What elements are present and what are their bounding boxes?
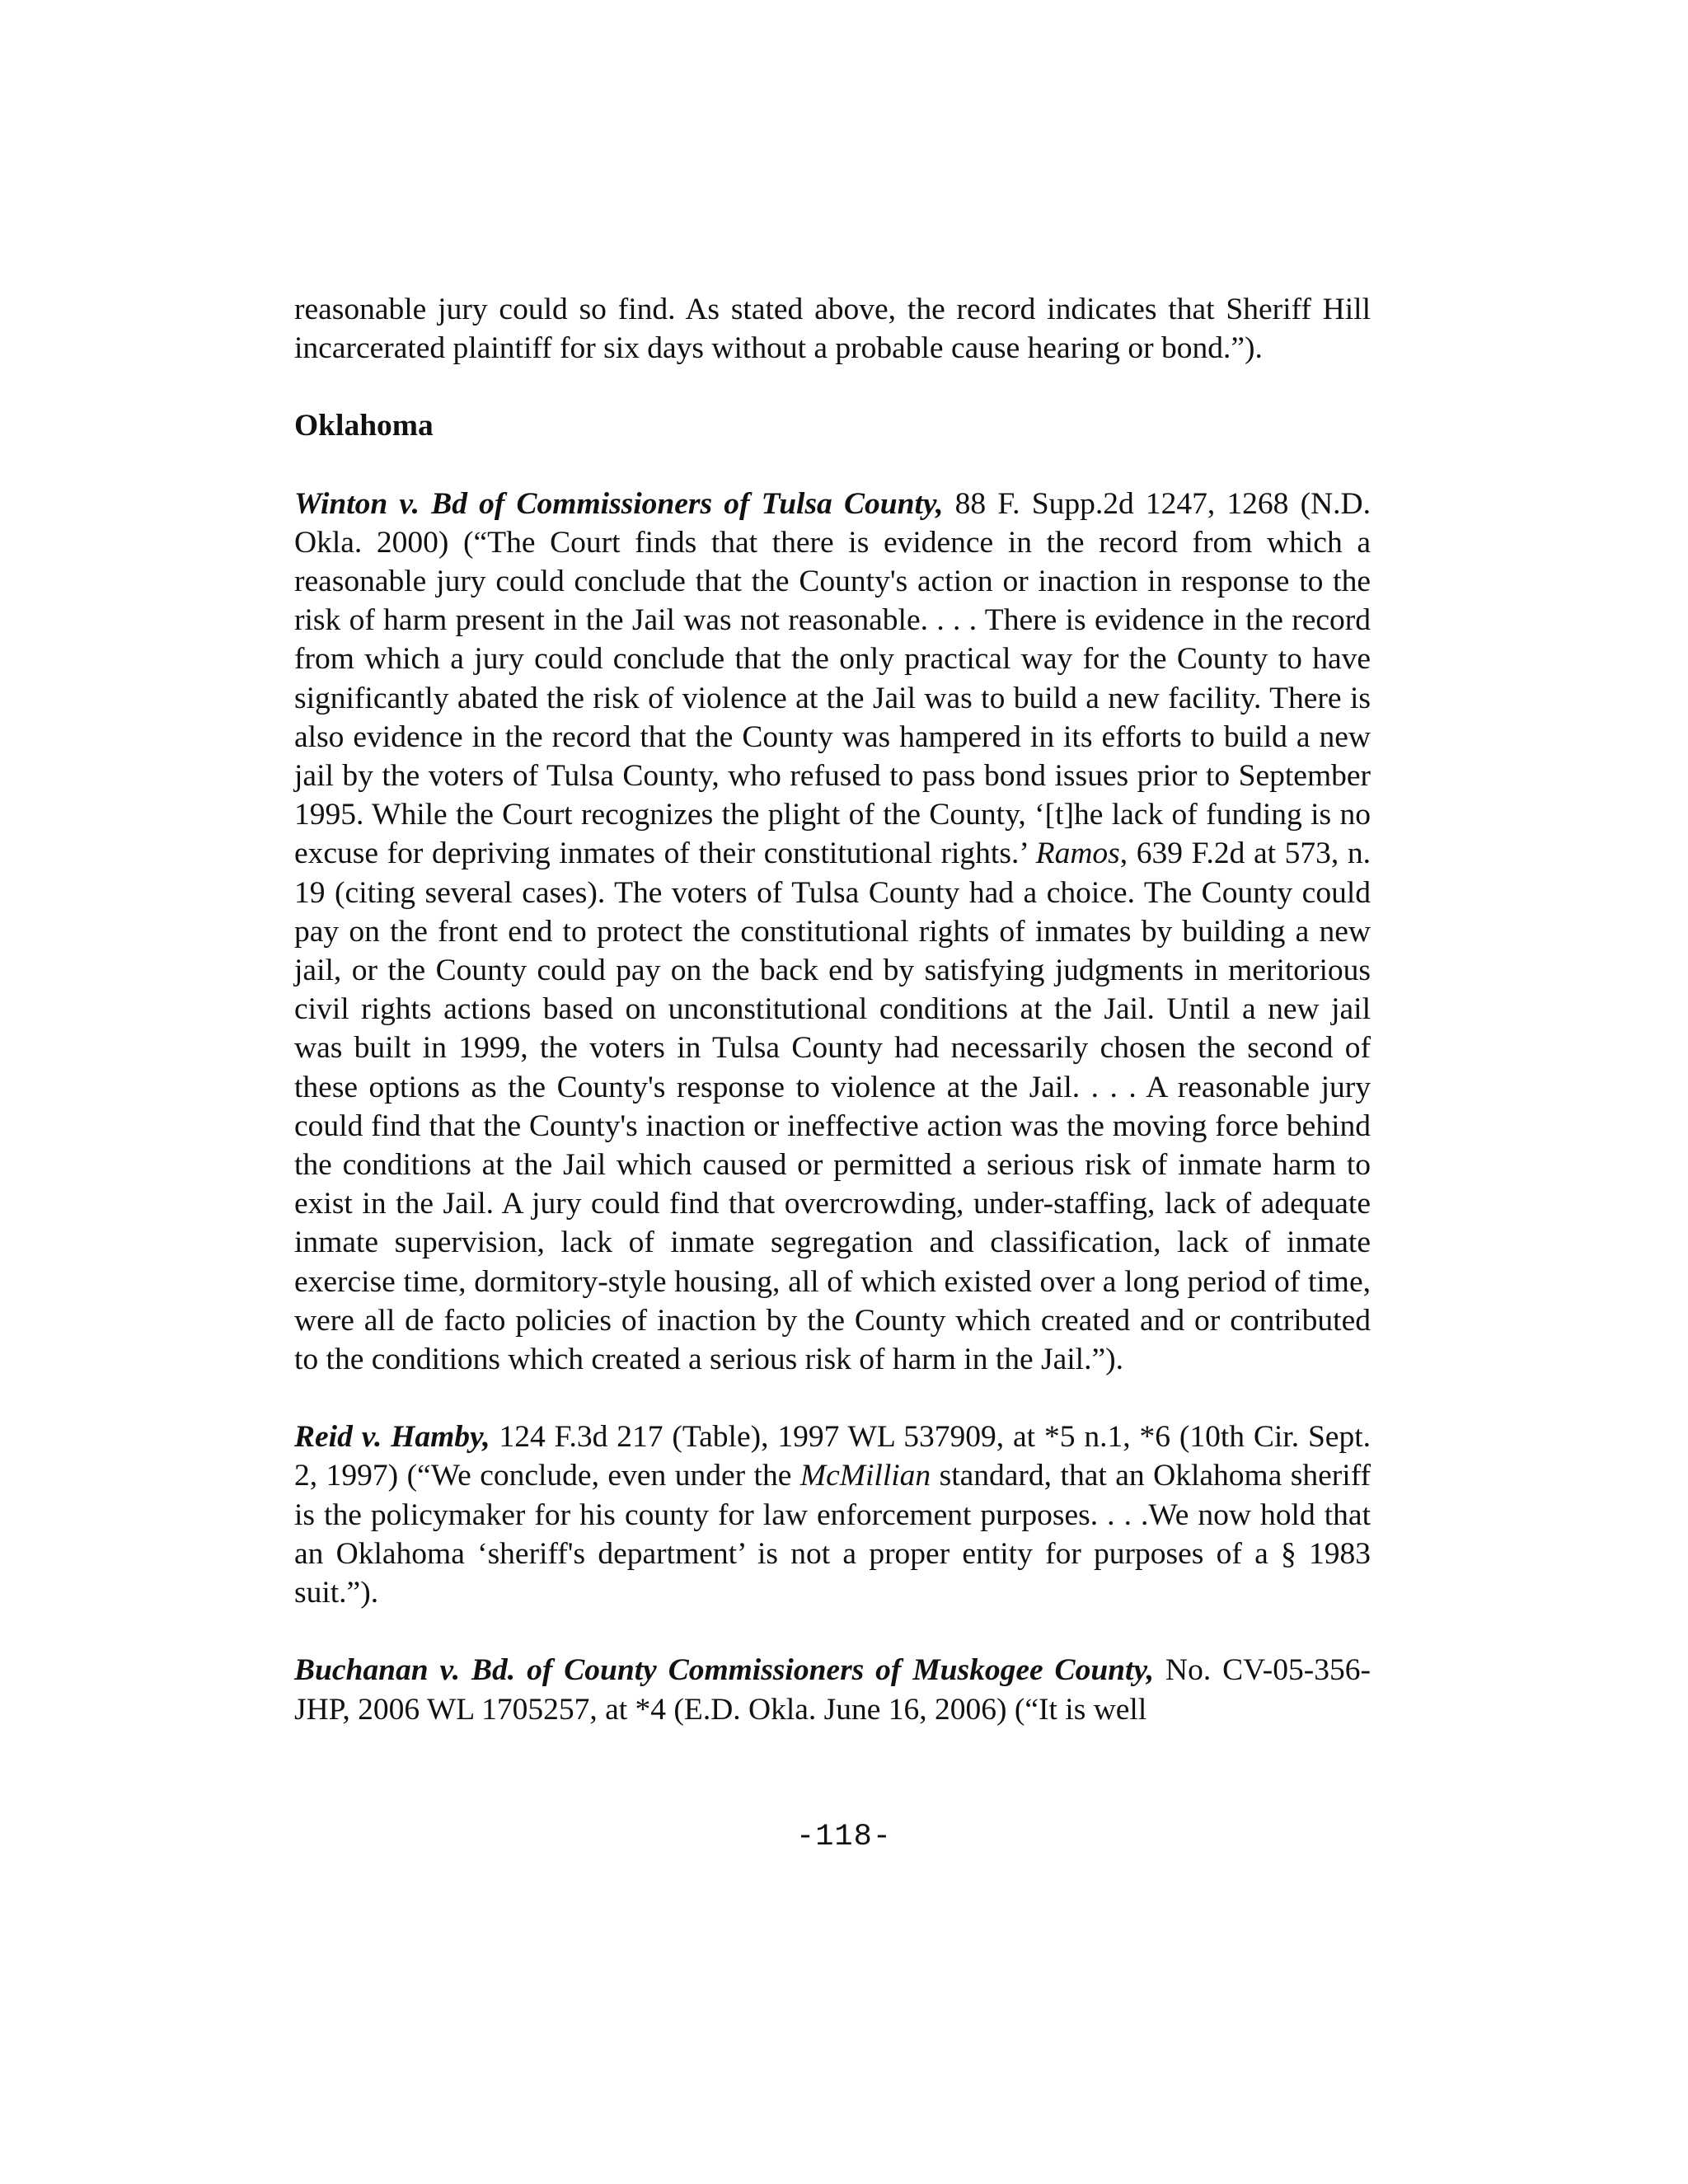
case-name: Reid v. Hamby, — [294, 1420, 490, 1455]
page-number: -118- — [795, 1820, 893, 1854]
case-text: , 639 F.2d at 573, n. 19 (citing several cases). The voters of Tulsa County had a choice. The County could pay on the front end to protect the constitutional rights of inmates by building a new jail, or the County could pay on the back end by satisfying judgments in meritorious civil rights actions based on unconstitutional conditions at the Jail. Until a new jail was built in 1999, the voters in Tulsa County had necessarily chosen the second of these options as the County's response to violence at the Jail. . . . A reasonable jury could find that the County's inaction or ineffective action was the moving force behind the conditions at the Jail which caused or permitted a serious risk of inmate harm to exist in the Jail. A jury could find that overcrowding, under-staffing, lack of adequate inmate supervision, lack of inmate segregation and classification, lack of inmate exercise time, dormitory-style housing, all of which existed over a long period of time, were all de facto policies of inaction by the County which created and or contributed to the conditions which created a serious risk of harm in the Jail.”). — [294, 837, 1371, 1377]
case-name: Winton v. Bd of Commissioners of Tulsa County, — [294, 486, 944, 521]
case-text: 88 F. Supp.2d 1247, 1268 (N.D. Okla. 2000) (“The Court finds that there is evidence in the record from which a reasonable jury could conclude that the County's action or inaction in response to the risk of harm present in the Jail was not reasonable. . . . There is evidence in the record from which a jury could conclude that the only practical way for the County to have significantly abated the risk of violence at the Jail was to build a new facility. There is also evidence in the record that the County was hampered in its efforts to build a new jail by the voters of Tulsa County, who refused to pass bond issues prior to September 1995. While the Court recognizes the plight of the County, ‘[t]he lack of funding is no excuse for depriving inmates of their constitutional rights.’ — [294, 486, 1371, 871]
case-paragraph-reid — [294, 1418, 1371, 1612]
document-page — [294, 290, 1371, 1729]
case-paragraph-buchanan — [294, 1651, 1371, 1728]
case-text: 124 F.3d 217 (Table), 1997 WL 537909, at *5 n.1, *6 (10th Cir. Sept. 2, 1997) (“We conclude, even under the — [294, 1420, 1371, 1493]
case-reference: Ramos — [1035, 837, 1120, 871]
spacer — [294, 1379, 1371, 1418]
intro-paragraph: reasonable jury could so find. As stated above, the record indicates that Sheriff Hill incarcerated plaintiff for six days without a probable cause hearing or bond.”). — [294, 293, 1371, 366]
spacer — [294, 1612, 1371, 1651]
case-text: standard, that an Oklahoma sheriff is the policymaker for his county for law enforcement purposes. . . .We now hold that an Oklahoma ‘sheriff's department’ is not a proper entity for purposes of a § 1983 suit.”). — [294, 1459, 1371, 1610]
spacer — [294, 446, 1371, 485]
section-heading: Oklahoma — [294, 409, 434, 443]
spacer — [294, 368, 1371, 406]
case-text: No. CV-05-356-JHP, 2006 WL 1705257, at *4 (E.D. Okla. June 16, 2006) (“It is well — [294, 1653, 1371, 1727]
case-reference: McMillian — [799, 1459, 931, 1493]
case-paragraph-winton — [294, 485, 1371, 1380]
case-name: Buchanan v. Bd. of County Commissioners of Muskogee County, — [294, 1653, 1155, 1688]
